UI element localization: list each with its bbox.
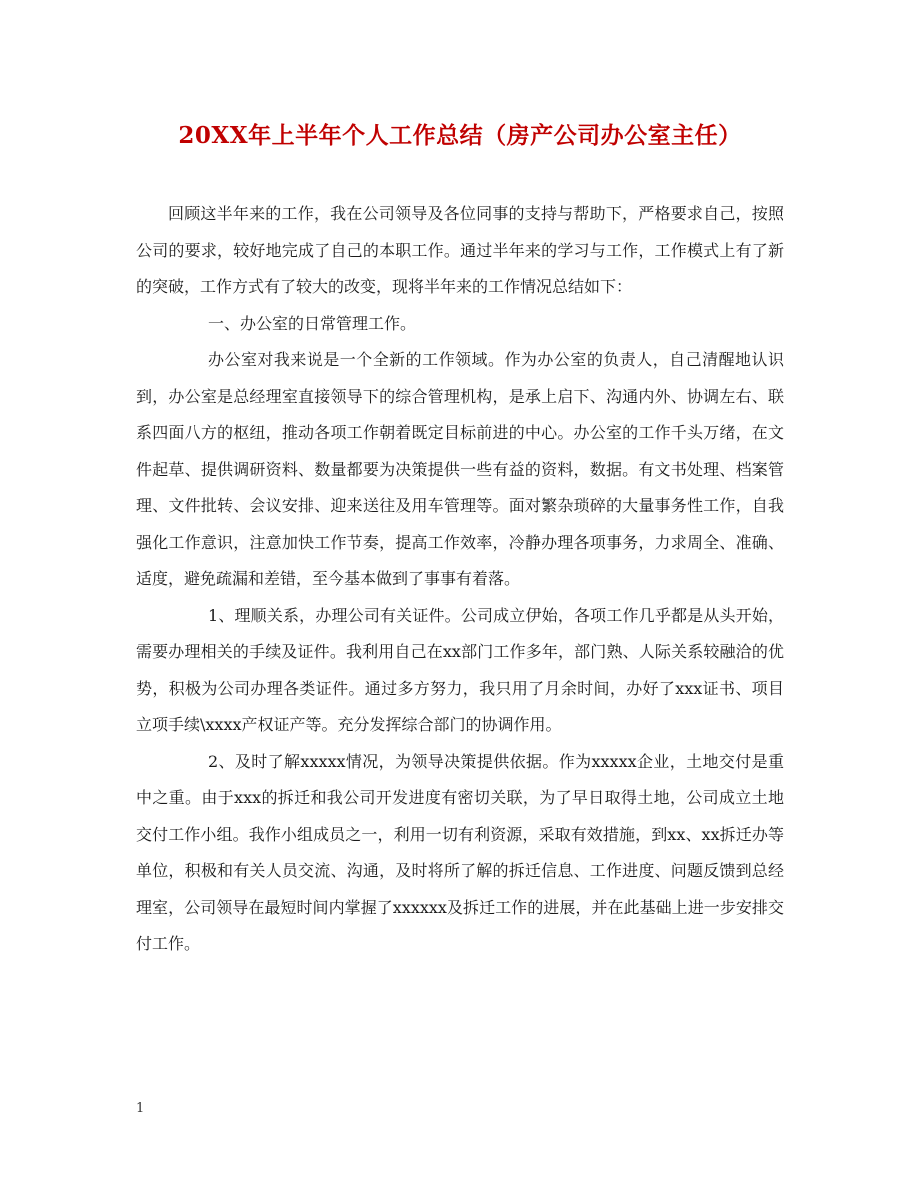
office-duties-paragraph: 办公室对我来说是一个全新的工作领域。作为办公室的负责人，自己清醒地认识到，办公室是总经理室直接领导下的综合管理机构，是承上启下、沟通内外、协调左右、联系四面八方的枢纽，推动各项工作朝着既定目标前进的中心。办公室的工作千头万绪，在文件起草、提供调研资料、数量都要为决策提供一些有益的资料，数据。有文书处理、档案管理、文件批转、会议安排、迎来送往及用车管理等。面对繁杂琐碎的大量事务性工作，自我强化工作意识，注意加快工作节奏，提高工作效率，冷静办理各项事务，力求周全、准确、适度，避免疏漏和差错，至今基本做到了事事有着落。 (136, 350, 784, 588)
section-heading: 一、办公室的日常管理工作。 (208, 313, 417, 333)
document-body (136, 196, 784, 963)
intro-paragraph: 回顾这半年来的工作，我在公司领导及各位同事的支持与帮助下，严格要求自己，按照公司的要求，较好地完成了自己的本职工作。通过半年来的学习与工作，工作模式上有了新的突破，工作方式有了较大的改变，现将半年来的工作情况总结如下： (136, 204, 784, 296)
item-2-paragraph: 2、及时了解xxxxx情况，为领导决策提供依据。作为xxxxx企业，土地交付是重中之重。由于xxx的拆迁和我公司开发进度有密切关联，为了早日取得土地，公司成立土地交付工作小组。我作小组成员之一，利用一切有利资源，采取有效措施，到xx、xx拆迁办等单位，积极和有关人员交流、沟通，及时将所了解的拆迁信息、工作进度、问题反馈到总经理室，公司领导在最短时间内掌握了xxxxxx及拆迁工作的进展，并在此基础上进一步安排交付工作。 (136, 751, 784, 953)
document-title: 20XX年上半年个人工作总结（房产公司办公室主任） (178, 122, 742, 149)
page-number: 1 (136, 1101, 145, 1116)
item-1-paragraph: 1、理顺关系，办理公司有关证件。公司成立伊始，各项工作几乎都是从头开始，需要办理相关的手续及证件。我利用自己在xx部门工作多年，部门熟、人际关系较融洽的优势，积极为公司办理各类证件。通过多方努力，我只用了月余时间，办好了xxx证书、项目立项手续\xxxx产权证产等。充分发挥综合部门的协调作用。 (136, 605, 784, 734)
